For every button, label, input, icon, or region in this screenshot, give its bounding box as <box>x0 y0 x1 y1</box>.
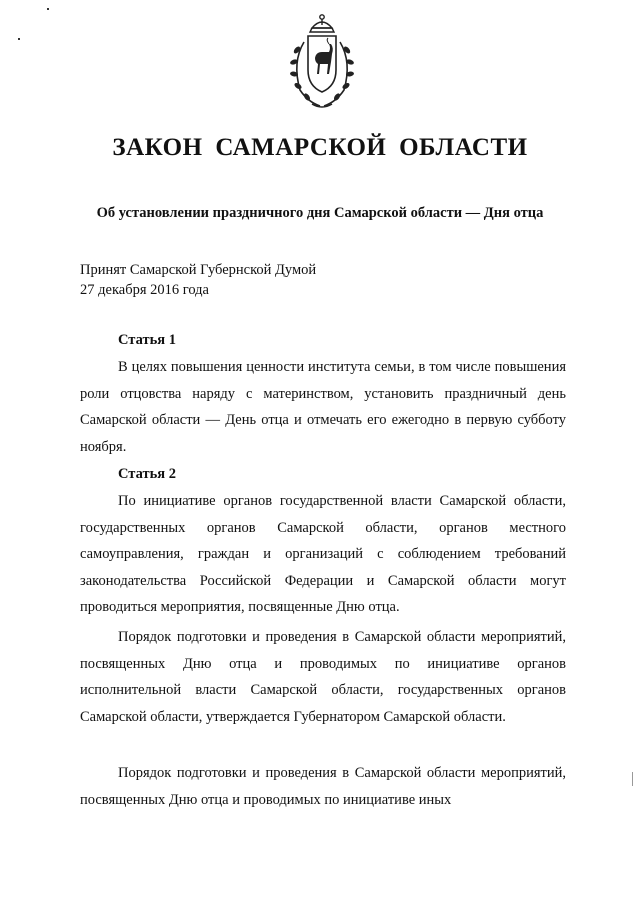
law-subtitle: Об установлении праздничного дня Самарской области — Дня отца <box>96 205 544 221</box>
scan-speck <box>47 8 49 10</box>
scan-speck <box>632 772 633 786</box>
article-2-heading: Статья 2 <box>118 466 176 482</box>
article-2-paragraph-2: Порядок подготовки и проведения в Самарской области мероприятий, посвященных Дню отца и проводимых по инициативе органов исполнительной власти Самарской области, государственных органов Самарской области, утверждается Губернатором Самарской области. <box>80 629 566 725</box>
article-1-paragraph: В целях повышения ценности института семьи, в том числе повышения роли отцовства наряду с материнством, установить праздничный день Самарской области — День отца и отмечать его ежегодно в первую субботу ноября. <box>80 359 566 455</box>
law-title: ЗАКОН САМАРСКОЙ ОБЛАСТИ <box>112 134 528 161</box>
adoption-body: Принят Самарской Губернской Думой <box>80 262 317 278</box>
article-1-heading: Статья 1 <box>118 332 176 348</box>
coat-of-arms-icon <box>282 12 362 112</box>
adoption-date: 27 декабря 2016 года <box>80 282 209 298</box>
article-2-paragraph-1: По инициативе органов государственной власти Самарской области, государственных органов Самарской области, органов местного самоуправления, граждан и организаций с соблюдением требований законодательства Российской Федерации и Самарской области могут проводиться мероприятия, посвященные Дню отца. <box>80 493 566 616</box>
article-2-paragraph-3: Порядок подготовки и проведения в Самарской области мероприятий, посвященных Дню отца и проводимых по инициативе иных <box>80 765 566 808</box>
scan-speck <box>18 38 20 40</box>
adoption-info <box>80 260 316 300</box>
